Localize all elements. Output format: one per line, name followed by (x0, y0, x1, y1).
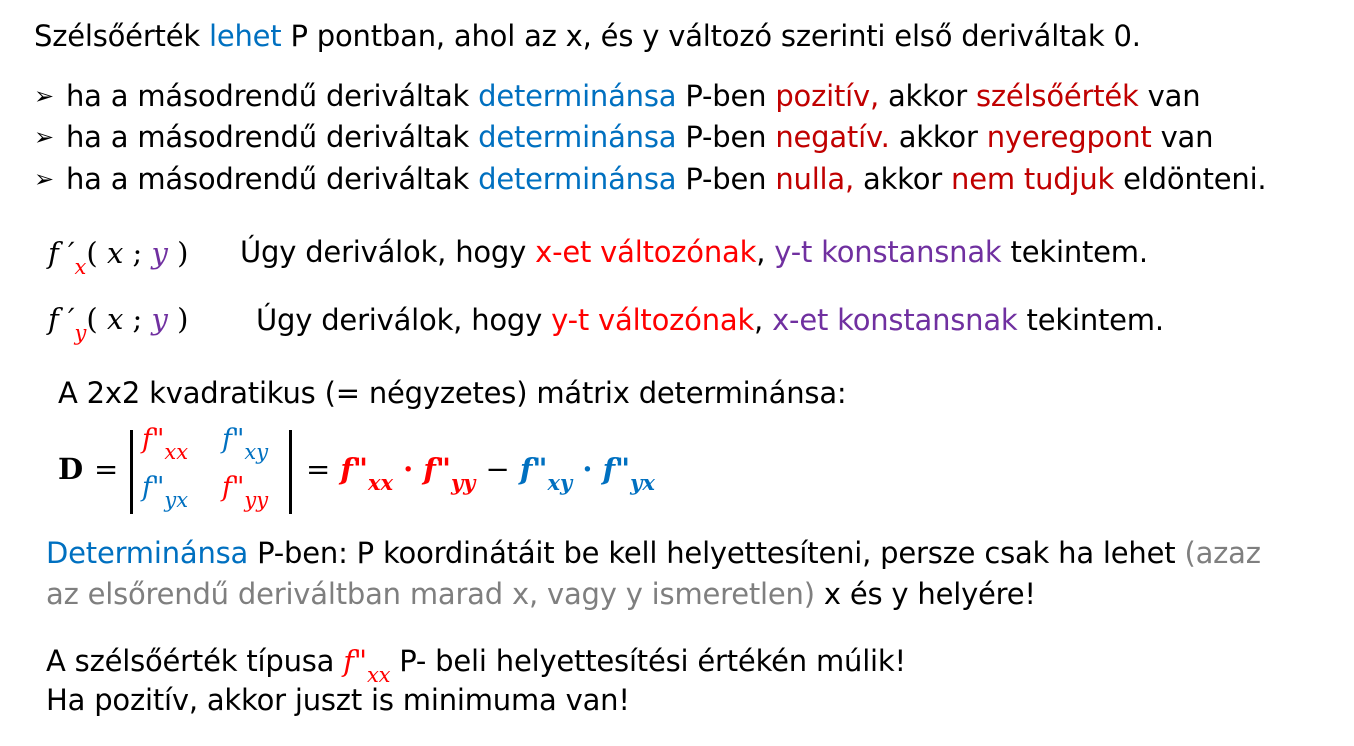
var-y: y (151, 236, 168, 270)
substitution-line-1 (46, 535, 1261, 571)
substitution-line-2 (46, 576, 1036, 612)
bullet-text: ha a másodrendű deriváltak (66, 79, 479, 113)
bullet-condition: negatív. (775, 120, 890, 154)
bullet-text: P-ben (676, 162, 776, 196)
type-line-1 (46, 643, 906, 687)
term-fxx (340, 452, 394, 495)
paren: ( (86, 302, 107, 336)
bullet-condition: pozitív, (775, 79, 879, 113)
paren: ) (167, 302, 189, 336)
type-line-2: Ha pozitív, akkor juszt is minimuma van! (46, 683, 630, 717)
matrix-left-bar (130, 430, 133, 514)
subscript: yx (164, 488, 189, 512)
text: tekintem. (1001, 235, 1148, 269)
matrix-entry-21 (142, 472, 189, 512)
semicolon: ; (123, 236, 152, 270)
bullet-text: ha a másodrendű deriváltak (66, 162, 479, 196)
f-double-prime: f" (340, 452, 369, 486)
bullet-text: akkor (854, 162, 952, 196)
text: , (754, 303, 773, 337)
text: P-ben: P koordinátáit be kell helyettesíteni, persze csak ha lehet (248, 536, 1185, 570)
bullet-result: szélsőérték (976, 79, 1139, 113)
arrow-bullet-icon: ➢ (34, 165, 54, 193)
partial-x-explanation (240, 234, 1148, 270)
dot-operator: · (582, 452, 593, 486)
text: P- beli helyettesítési értékén múlik! (390, 644, 906, 678)
bullet-text: akkor (878, 79, 976, 113)
matrix-entry-11 (142, 424, 189, 464)
bullet-text: eldönteni. (1114, 162, 1267, 196)
partial-y-explanation (256, 302, 1164, 338)
var-y: y (151, 302, 168, 336)
text: , (756, 235, 775, 269)
variable-phrase: y-t változónak (551, 303, 755, 337)
arrow-bullet-icon: ➢ (34, 123, 54, 151)
var-x: x (106, 302, 124, 336)
bullet-positive (34, 78, 1200, 114)
bullet-result: nyeregpont (986, 120, 1152, 154)
f-double-prime: f" (142, 424, 165, 455)
subscript-y: y (74, 321, 87, 345)
text: x és y helyére! (814, 577, 1036, 611)
partial-x-notation (48, 236, 189, 279)
bullet-result: nem tudjuk (951, 162, 1115, 196)
intro-keyword-lehet: lehet (208, 19, 282, 53)
subscript: xx (366, 663, 391, 687)
f-double-prime: f" (602, 452, 631, 486)
semicolon: ; (123, 302, 152, 336)
term-fyy (423, 452, 476, 495)
paren: ) (167, 236, 189, 270)
bullet-text: P-ben (676, 120, 776, 154)
bullet-determinant: determinánsa (478, 79, 677, 113)
constant-phrase: x-et konstansnak (772, 303, 1018, 337)
note-text: az elsőrendű deriváltban marad x, vagy y ismeretlen) (46, 577, 815, 611)
subscript: yx (630, 470, 655, 495)
note-open: (azaz (1184, 536, 1261, 570)
subscript: xx (164, 440, 189, 464)
var-x: x (106, 236, 124, 270)
partial-y-notation (48, 302, 189, 345)
intro-line (34, 18, 1141, 54)
determinant-expansion (306, 452, 655, 495)
subscript: xx (368, 470, 394, 495)
bullet-text: van (1138, 79, 1201, 113)
subscript: xy (244, 440, 269, 464)
term-fyx (602, 452, 655, 495)
text: tekintem. (1017, 303, 1164, 337)
bullet-negative (34, 119, 1213, 155)
arrow-bullet-icon: ➢ (34, 82, 54, 110)
subscript: yy (244, 488, 269, 512)
f-double-prime: f" (423, 452, 451, 486)
f-double-prime: f" (519, 452, 548, 486)
intro-text-1: Szélsőérték (34, 19, 209, 53)
minus-operator: − (485, 452, 510, 486)
paren: ( (86, 236, 107, 270)
intro-text-2: P pontban, ahol az x, és y változó szerinti első deriváltak 0. (281, 19, 1141, 53)
constant-phrase: y-t konstansnak (774, 235, 1002, 269)
text: A szélsőérték típusa (46, 644, 344, 678)
matrix-right-bar (289, 430, 292, 514)
f-double-prime: f" (343, 644, 367, 678)
matrix-entry-12 (222, 424, 269, 464)
keyword-determinansa: Determinánsa (46, 536, 249, 570)
bullet-condition: nulla, (775, 162, 854, 196)
f-double-prime: f" (142, 472, 165, 503)
bullet-text: van (1151, 120, 1214, 154)
equals-sign: = (94, 452, 119, 486)
bullet-determinant: determinánsa (478, 120, 677, 154)
determinant-symbol: D (58, 452, 84, 486)
f-prime: f ′ (48, 236, 75, 270)
matrix-entry-22 (222, 472, 269, 512)
bullet-determinant: determinánsa (478, 162, 677, 196)
bullet-text: ha a másodrendű deriváltak (66, 120, 479, 154)
term-fxx (343, 644, 391, 687)
variable-phrase: x-et változónak (535, 235, 757, 269)
f-double-prime: f" (222, 472, 245, 503)
subscript: xy (547, 470, 573, 495)
text: Úgy deriválok, hogy (256, 303, 552, 337)
matrix-title: A 2x2 kvadratikus (= négyzetes) mátrix determinánsa: (58, 376, 847, 410)
text: Úgy deriválok, hogy (240, 235, 536, 269)
term-fxy (519, 452, 573, 495)
bullet-text: akkor (889, 120, 987, 154)
bullet-zero (34, 161, 1266, 197)
bullet-text: P-ben (676, 79, 776, 113)
subscript-x: x (74, 255, 87, 279)
subscript: yy (450, 470, 476, 495)
f-prime: f ′ (48, 302, 75, 336)
dot-operator: · (403, 452, 414, 486)
f-double-prime: f" (222, 424, 245, 455)
equals-sign: = (306, 452, 331, 486)
